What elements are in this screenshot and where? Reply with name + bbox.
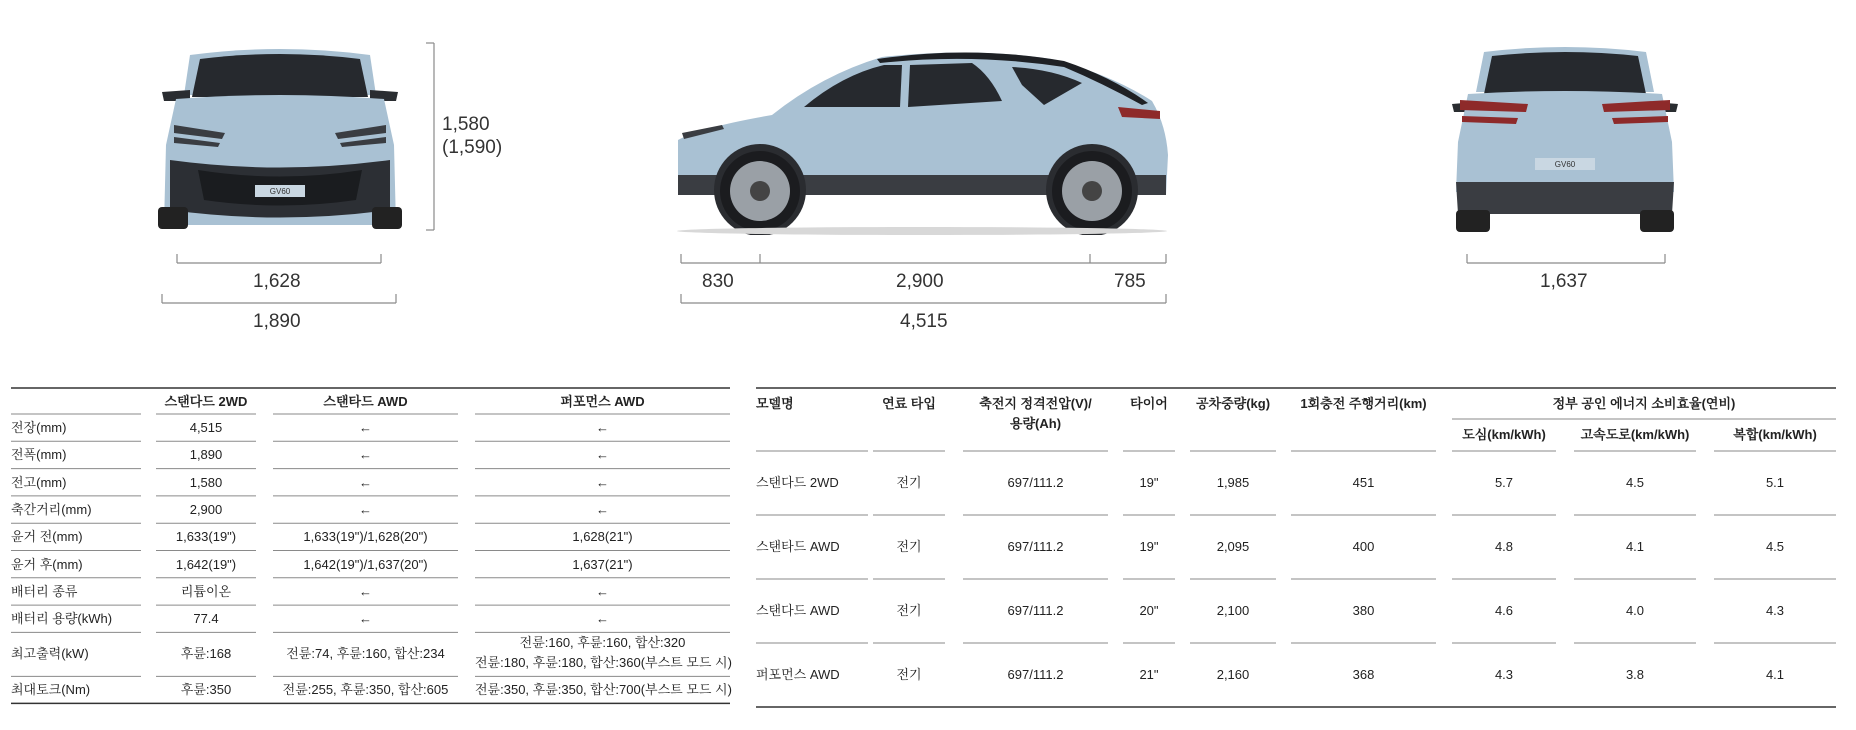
front-tread-value: 1,628 bbox=[253, 271, 301, 292]
spec-cell: ← bbox=[359, 611, 372, 627]
spec-cell: 전륜:160, 후륜:160, 합산:320 bbox=[519, 635, 686, 651]
eff-cell: 5.7 bbox=[1494, 475, 1514, 490]
spec-cell: ← bbox=[596, 474, 609, 490]
spec-cell: 전륜:255, 후륜:350, 합산:605 bbox=[282, 682, 449, 698]
eff-cell: 2,100 bbox=[1216, 603, 1250, 618]
eff-header-combined: 복합(km/kWh) bbox=[1733, 427, 1817, 442]
spec-cell: ← bbox=[596, 611, 609, 627]
spec-cell: 후륜:168 bbox=[180, 646, 232, 662]
spec-cell: 1,642(19") bbox=[175, 556, 237, 572]
spec-row-label: 전장(mm) bbox=[11, 420, 67, 435]
eff-header-range: 1회충전 주행거리(km) bbox=[1300, 396, 1427, 411]
eff-header-battery: 축전지 정격전압(V)/ bbox=[979, 396, 1092, 411]
eff-cell: 4.1 bbox=[1765, 667, 1785, 682]
eff-row-label: 스탠타드 AWD bbox=[756, 539, 840, 554]
spec-header-1: 스탠다드 2WD bbox=[164, 394, 248, 409]
eff-header-weight: 공차중량(kg) bbox=[1195, 396, 1271, 411]
eff-cell: 4.3 bbox=[1494, 667, 1514, 682]
spec-cell: 후륜:350 bbox=[180, 682, 232, 698]
spec-row-label: 전고(mm) bbox=[11, 474, 67, 490]
front-height-alt-value: (1,590) bbox=[442, 137, 503, 158]
side-length-dimension-line bbox=[680, 290, 1170, 306]
eff-cell: 380 bbox=[1352, 603, 1375, 618]
spec-cell: ← bbox=[596, 501, 609, 517]
spec-cell: ← bbox=[596, 420, 609, 435]
spec-cell: ← bbox=[359, 583, 372, 599]
spec-row-label: 윤거 전(mm) bbox=[11, 529, 83, 545]
eff-header-battery2: 용량(Ah) bbox=[1009, 416, 1062, 431]
eff-header-highway: 고속도로(km/kWh) bbox=[1580, 427, 1690, 442]
rear-overhang-value: 785 bbox=[1114, 271, 1146, 292]
front-width-value: 1,890 bbox=[253, 311, 301, 332]
eff-row-label: 퍼포먼스 AWD bbox=[756, 667, 840, 682]
eff-cell: 368 bbox=[1352, 667, 1375, 682]
eff-cell: 19" bbox=[1139, 539, 1159, 554]
spec-cell: 1,890 bbox=[189, 447, 223, 463]
eff-header-fuel: 연료 타입 bbox=[882, 396, 936, 411]
rear-tread-value: 1,637 bbox=[1540, 271, 1588, 292]
spec-cell: ← bbox=[359, 420, 372, 435]
spec-cell: 2,900 bbox=[189, 501, 223, 517]
svg-text:GV60: GV60 bbox=[269, 187, 291, 196]
eff-cell: 전기 bbox=[896, 539, 922, 554]
eff-cell: 697/111.2 bbox=[1007, 475, 1064, 490]
eff-cell: 3.8 bbox=[1625, 667, 1645, 682]
front-overhang-value: 830 bbox=[702, 271, 734, 292]
side-view-car-image bbox=[672, 45, 1172, 235]
eff-header-model: 모델명 bbox=[756, 396, 794, 411]
eff-header-group: 정부 공인 에너지 소비효율(연비) bbox=[1552, 396, 1736, 411]
eff-cell: 4.6 bbox=[1494, 603, 1514, 618]
eff-cell: 전기 bbox=[896, 603, 922, 618]
spec-cell: 1,633(19") bbox=[175, 529, 237, 545]
rear-tread-dimension-line bbox=[1465, 250, 1675, 266]
spec-cell: ← bbox=[596, 447, 609, 463]
spec-header-3: 퍼포먼스 AWD bbox=[560, 394, 645, 409]
spec-cell: 1,642(19")/1,637(20") bbox=[303, 556, 428, 572]
spec-row-label: 배터리 용량(kWh) bbox=[11, 611, 113, 627]
eff-cell: 4.3 bbox=[1765, 603, 1785, 618]
spec-cell: 리튬이온 bbox=[180, 583, 232, 599]
front-tread-dimension-line bbox=[175, 250, 385, 266]
eff-cell: 697/111.2 bbox=[1007, 603, 1064, 618]
front-width-dimension-line bbox=[160, 290, 400, 306]
eff-cell: 5.1 bbox=[1765, 475, 1785, 490]
svg-text:GV60: GV60 bbox=[1554, 160, 1576, 169]
eff-cell: 20" bbox=[1139, 603, 1159, 618]
eff-cell: 4.5 bbox=[1625, 475, 1645, 490]
eff-cell: 451 bbox=[1352, 475, 1375, 490]
spec-row-label: 최고출력(kW) bbox=[11, 646, 89, 662]
eff-row-label: 스탠다드 2WD bbox=[756, 475, 839, 490]
eff-cell: 19" bbox=[1139, 475, 1159, 490]
eff-cell: 2,160 bbox=[1216, 667, 1250, 682]
spec-row-label: 윤거 후(mm) bbox=[11, 556, 83, 572]
side-overhang-wheelbase-dimension-line bbox=[680, 250, 1170, 266]
front-view-car-image bbox=[150, 35, 410, 235]
rear-view-car-image bbox=[1448, 42, 1682, 234]
spec-cell: 1,637(21") bbox=[572, 556, 633, 572]
spec-cell: ← bbox=[359, 447, 372, 463]
front-height-value: 1,580 bbox=[442, 114, 490, 135]
length-value: 4,515 bbox=[900, 311, 948, 332]
eff-cell: 4.0 bbox=[1625, 603, 1645, 618]
spec-cell: 전륜:74, 후륜:160, 합산:234 bbox=[286, 646, 445, 662]
spec-cell: 전륜:180, 후륜:180, 합산:360(부스트 모드 시) bbox=[475, 655, 732, 671]
eff-cell: 전기 bbox=[896, 667, 922, 682]
eff-cell: 4.1 bbox=[1625, 539, 1645, 554]
spec-cell: 1,633(19")/1,628(20") bbox=[303, 529, 428, 545]
eff-row-label: 스탠다드 AWD bbox=[756, 603, 840, 618]
spec-cell: 4,515 bbox=[189, 420, 223, 435]
eff-cell: 4.8 bbox=[1494, 539, 1514, 554]
eff-cell: 697/111.2 bbox=[1007, 667, 1064, 682]
eff-cell: 21" bbox=[1139, 667, 1159, 682]
eff-cell: 전기 bbox=[896, 475, 922, 490]
spec-cell: ← bbox=[359, 474, 372, 490]
spec-cell: 1,580 bbox=[189, 474, 223, 490]
spec-row-label: 최대토크(Nm) bbox=[11, 682, 91, 698]
eff-cell: 400 bbox=[1352, 539, 1375, 554]
eff-cell: 2,095 bbox=[1216, 539, 1250, 554]
front-height-dimension-line bbox=[420, 42, 440, 232]
spec-row-label: 배터리 종류 bbox=[11, 583, 78, 599]
eff-cell: 697/111.2 bbox=[1007, 539, 1064, 554]
eff-header-tire: 타이어 bbox=[1130, 396, 1168, 411]
spec-cell: 77.4 bbox=[193, 611, 219, 627]
spec-row-label: 전폭(mm) bbox=[11, 447, 67, 463]
spec-header-2: 스탠타드 AWD bbox=[323, 394, 408, 409]
eff-cell: 1,985 bbox=[1216, 475, 1250, 490]
spec-cell: 전륜:350, 후륜:350, 합산:700(부스트 모드 시) bbox=[475, 682, 732, 698]
eff-header-city: 도심(km/kWh) bbox=[1462, 427, 1546, 442]
wheelbase-value: 2,900 bbox=[896, 271, 944, 292]
spec-cell: ← bbox=[596, 583, 609, 599]
spec-row-label: 축간거리(mm) bbox=[11, 501, 92, 517]
eff-cell: 4.5 bbox=[1765, 539, 1785, 554]
spec-cell: 1,628(21") bbox=[572, 529, 633, 545]
spec-cell: ← bbox=[359, 501, 372, 517]
